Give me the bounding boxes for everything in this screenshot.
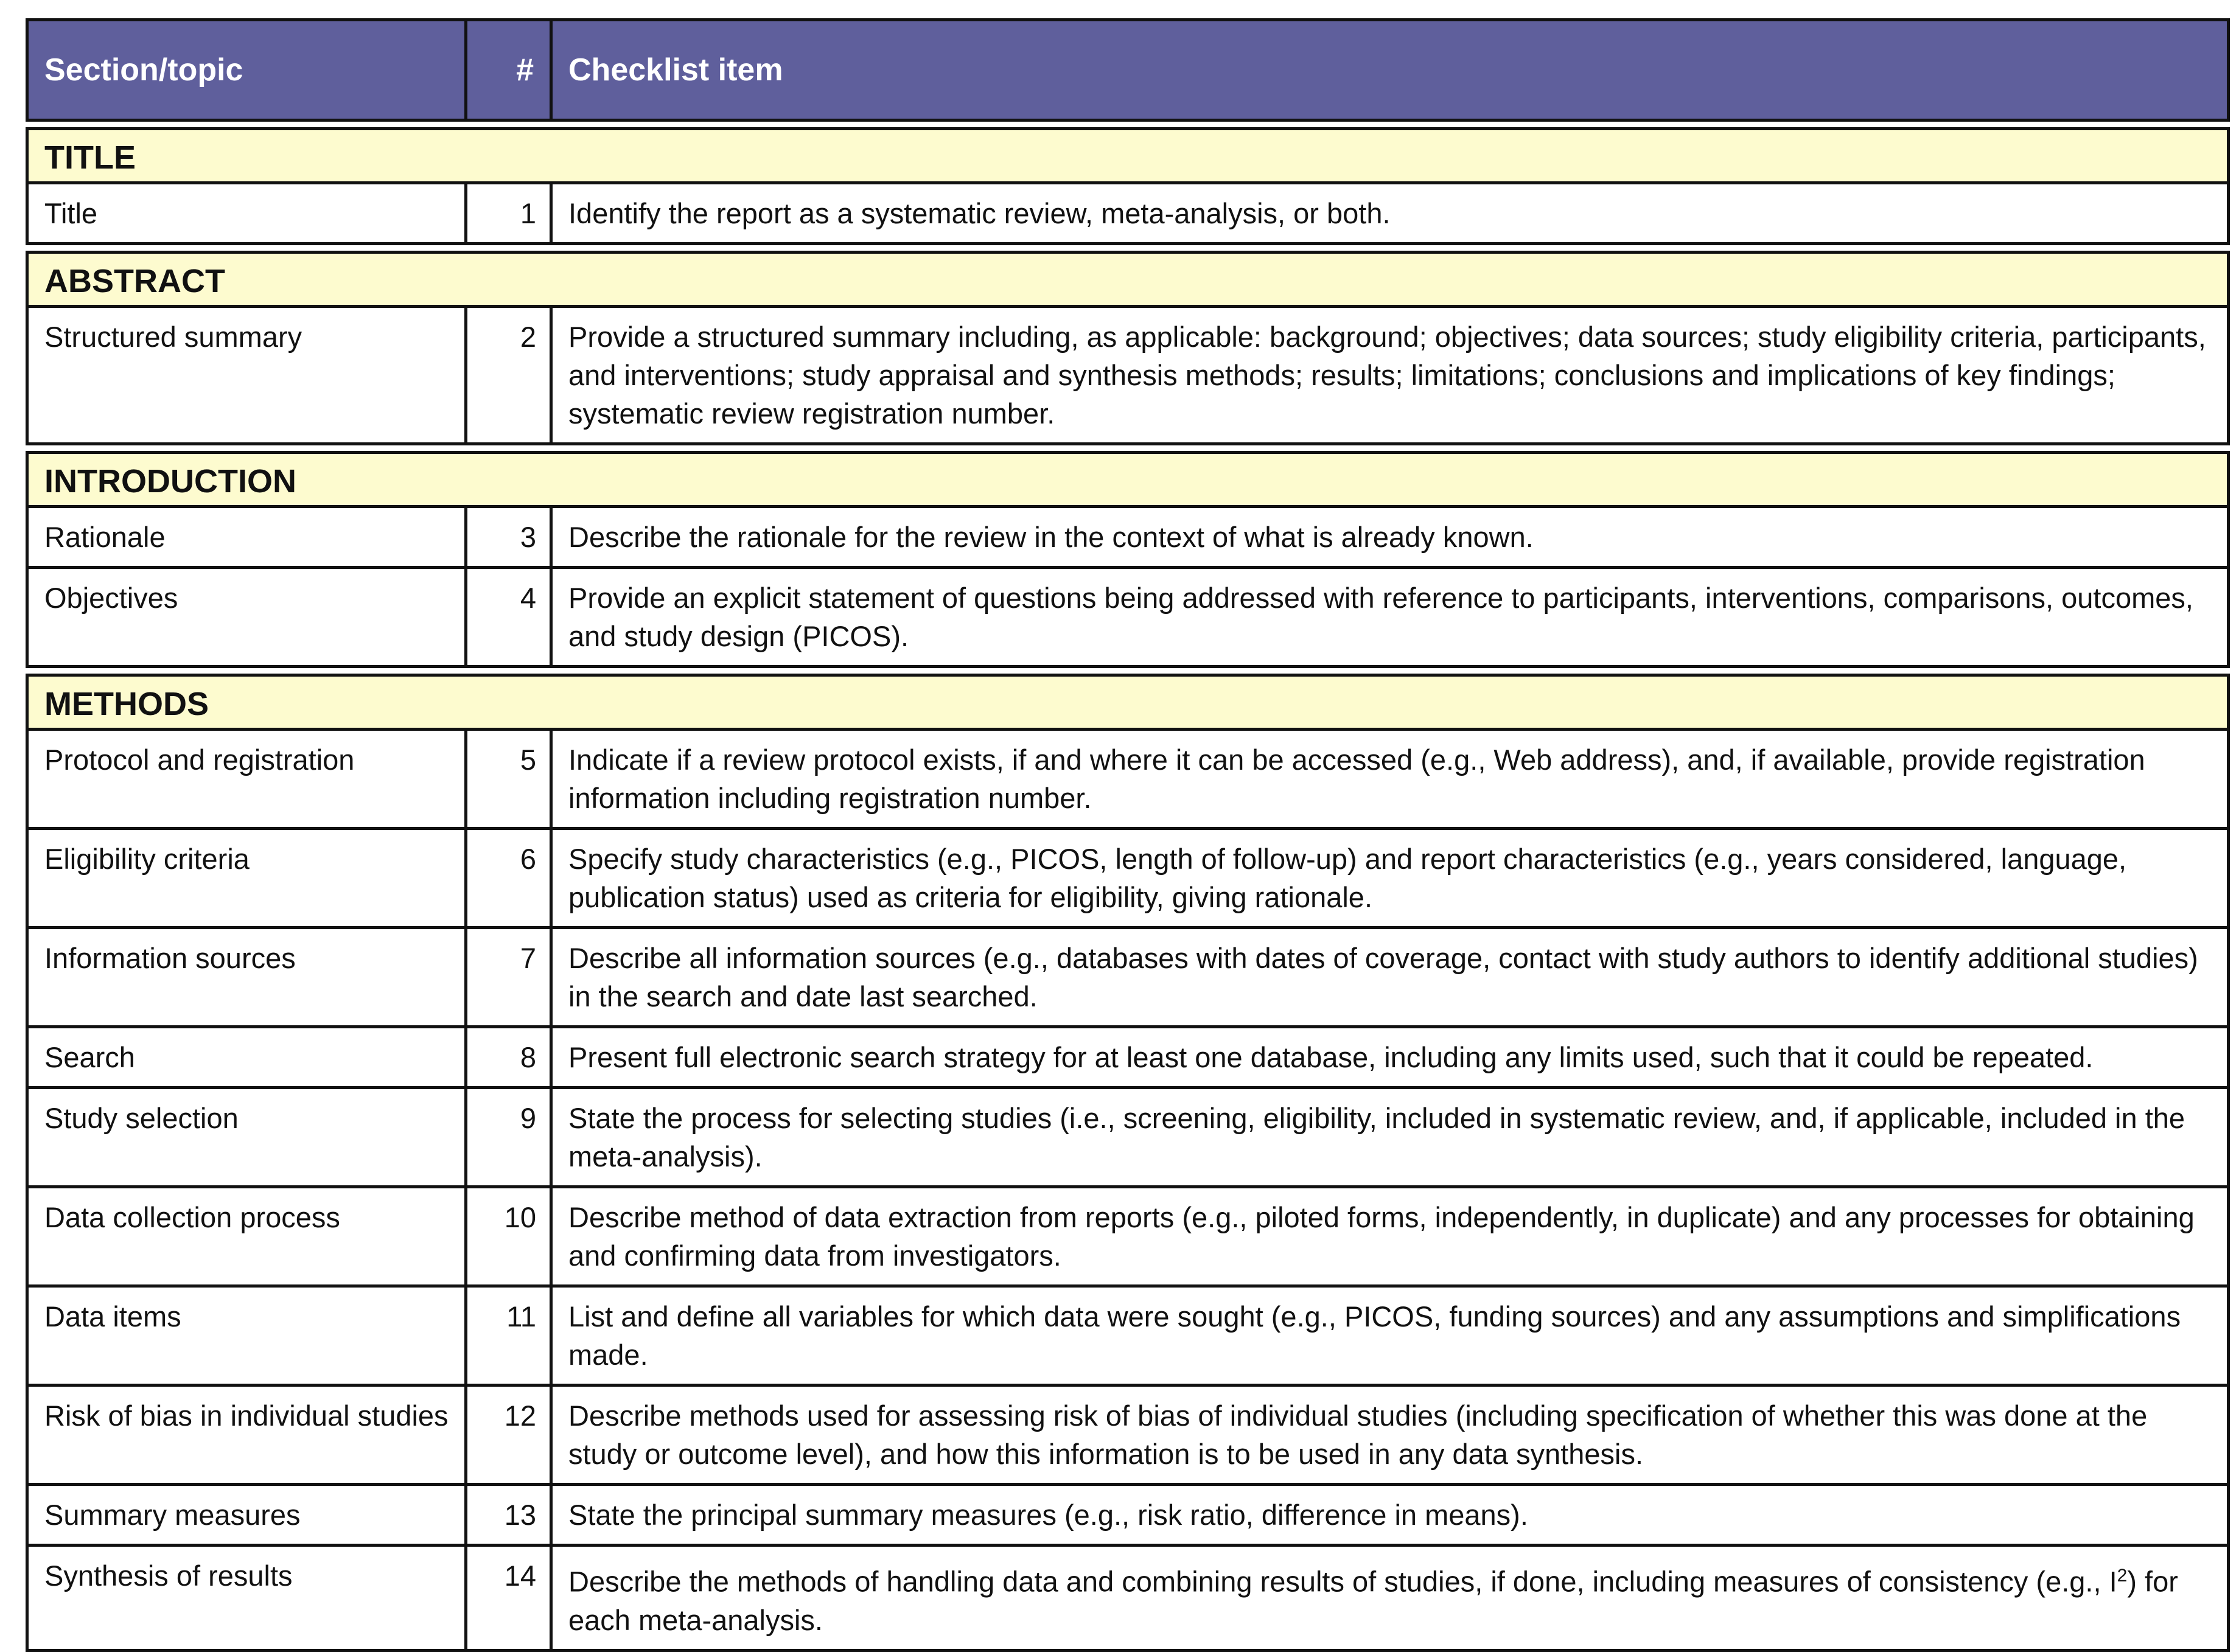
item-cell: Indicate if a review protocol exists, if and where it can be accessed (e.g., Web address), and, if available, provide registration information including registration number. <box>551 730 2229 829</box>
table-row <box>27 307 2229 444</box>
item-cell: Describe methods used for assessing risk of bias of individual studies (including specification of whether this was done at the study or outcome level), and how this information is to be used in any data synthesis. <box>551 1385 2229 1485</box>
table-row <box>27 1385 2229 1485</box>
table-row <box>27 1485 2229 1546</box>
section-gap <box>27 444 2229 453</box>
section-heading: TITLE <box>27 129 2229 183</box>
topic-cell: Eligibility criteria <box>27 829 466 928</box>
table-row <box>27 1027 2229 1088</box>
item-cell: State the process for selecting studies (i.e., screening, eligibility, included in systematic review, and, if applicable, included in the meta-analysis). <box>551 1088 2229 1187</box>
table-row <box>27 183 2229 244</box>
item-text-end: ) for each meta-analysis. <box>568 1565 2178 1636</box>
number-cell: 7 <box>466 928 551 1027</box>
number-cell: 4 <box>466 568 551 667</box>
item-text: Describe the methods of handling data and combining results of studies, if done, including measures of consistency (e.g., I <box>568 1565 2117 1598</box>
item-cell: Present full electronic search strategy for at least one database, including any limits used, such that it could be repeated. <box>551 1027 2229 1088</box>
item-cell: Describe the rationale for the review in the context of what is already known. <box>551 507 2229 568</box>
table-row <box>27 730 2229 829</box>
superscript: 2 <box>2117 1566 2128 1586</box>
item-cell: Specify study characteristics (e.g., PICOS, length of follow-up) and report characteristics (e.g., years considered, language, publication status) used as criteria for eligibility, giving rationale. <box>551 829 2229 928</box>
prisma-checklist <box>26 18 2227 1652</box>
item-cell <box>551 1546 2229 1651</box>
table-row <box>27 1546 2229 1651</box>
header-number: # <box>466 20 551 120</box>
header-checklist-item: Checklist item <box>551 20 2229 120</box>
table-row <box>27 1088 2229 1187</box>
item-cell: Provide a structured summary including, as applicable: background; objectives; data sources; study eligibility criteria, participants, and interventions; study appraisal and synthesis methods; results; limitations; conclusions and implications of key findings; systematic review registration number. <box>551 307 2229 444</box>
topic-cell: Synthesis of results <box>27 1546 466 1651</box>
item-cell: Identify the report as a systematic review, meta-analysis, or both. <box>551 183 2229 244</box>
item-cell: List and define all variables for which data were sought (e.g., PICOS, funding sources) and any assumptions and simplifications made. <box>551 1286 2229 1385</box>
topic-cell: Objectives <box>27 568 466 667</box>
number-cell: 6 <box>466 829 551 928</box>
section-row-abstract <box>27 253 2229 307</box>
number-cell: 5 <box>466 730 551 829</box>
number-cell: 1 <box>466 183 551 244</box>
item-cell: Describe method of data extraction from reports (e.g., piloted forms, independently, in duplicate) and any processes for obtaining and confirming data from investigators. <box>551 1187 2229 1286</box>
topic-cell: Rationale <box>27 507 466 568</box>
topic-cell: Data items <box>27 1286 466 1385</box>
number-cell: 3 <box>466 507 551 568</box>
number-cell: 10 <box>466 1187 551 1286</box>
topic-cell: Title <box>27 183 466 244</box>
section-gap <box>27 244 2229 253</box>
checklist-table <box>26 18 2230 1652</box>
section-row-methods <box>27 675 2229 730</box>
section-gap <box>27 120 2229 129</box>
section-gap <box>27 667 2229 675</box>
topic-cell: Study selection <box>27 1088 466 1187</box>
topic-cell: Search <box>27 1027 466 1088</box>
number-cell: 12 <box>466 1385 551 1485</box>
section-heading: INTRODUCTION <box>27 453 2229 507</box>
header-row <box>27 20 2229 120</box>
topic-cell: Protocol and registration <box>27 730 466 829</box>
table-row <box>27 507 2229 568</box>
number-cell: 2 <box>466 307 551 444</box>
section-row-introduction <box>27 453 2229 507</box>
number-cell: 9 <box>466 1088 551 1187</box>
item-cell: Provide an explicit statement of questions being addressed with reference to participants, interventions, comparisons, outcomes, and study design (PICOS). <box>551 568 2229 667</box>
header-section-topic: Section/topic <box>27 20 466 120</box>
table-row <box>27 1286 2229 1385</box>
table-row <box>27 829 2229 928</box>
number-cell: 13 <box>466 1485 551 1546</box>
topic-cell: Structured summary <box>27 307 466 444</box>
table-row <box>27 1187 2229 1286</box>
number-cell: 14 <box>466 1546 551 1651</box>
topic-cell: Data collection process <box>27 1187 466 1286</box>
table-row <box>27 928 2229 1027</box>
item-cell: Describe all information sources (e.g., databases with dates of coverage, contact with study authors to identify additional studies) in the search and date last searched. <box>551 928 2229 1027</box>
table-row <box>27 568 2229 667</box>
section-row-title <box>27 129 2229 183</box>
topic-cell: Summary measures <box>27 1485 466 1546</box>
number-cell: 11 <box>466 1286 551 1385</box>
number-cell: 8 <box>466 1027 551 1088</box>
topic-cell: Risk of bias in individual studies <box>27 1385 466 1485</box>
section-heading: METHODS <box>27 675 2229 730</box>
item-cell: State the principal summary measures (e.g., risk ratio, difference in means). <box>551 1485 2229 1546</box>
section-heading: ABSTRACT <box>27 253 2229 307</box>
topic-cell: Information sources <box>27 928 466 1027</box>
